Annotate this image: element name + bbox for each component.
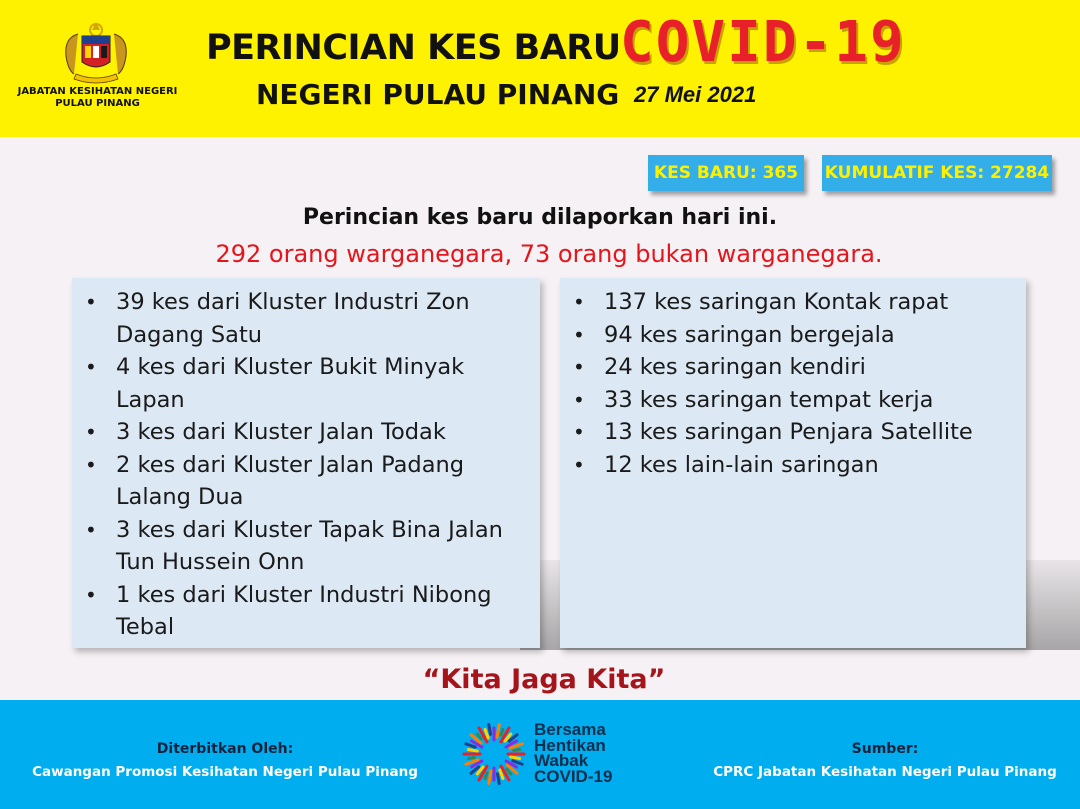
wheel-ray	[468, 749, 477, 751]
list-item-text: 137 kes saringan Kontak rapat	[604, 289, 949, 315]
wheel-ray	[477, 734, 481, 739]
citizenship-summary: 292 orang warganegara, 73 orang bukan warganegara.	[215, 240, 883, 268]
wheel-ray	[497, 724, 499, 737]
wheel-ray	[489, 771, 491, 784]
state-title: NEGERI PULAU PINANG	[256, 78, 620, 111]
department-name: JABATAN KESIHATAN NEGERI PULAU PINANG	[17, 86, 178, 109]
list-item-text: 12 kes lain-lain saringan	[604, 451, 879, 478]
bullet: •	[573, 387, 585, 412]
list-item-text: 3 kes dari Kluster Tapak Bina Jalan Tun Hussein Onn	[116, 516, 503, 575]
bullet: •	[85, 452, 97, 477]
list-item	[85, 449, 530, 514]
wheel-ray	[466, 744, 475, 747]
list-item	[85, 351, 530, 416]
list-item	[85, 416, 530, 449]
list-item	[85, 514, 530, 579]
bullet: •	[85, 582, 97, 607]
campaign-logo-line: COVID-19	[534, 766, 613, 786]
wheel-ray	[513, 761, 522, 764]
publisher-name: Cawangan Promosi Kesihatan Negeri Pulau Pinang	[32, 764, 418, 780]
section-subtitle: Perincian kes baru dilaporkan hari ini.	[302, 205, 778, 230]
list-item-text: 39 kes dari Kluster Industri Zon Dagang Satu	[116, 289, 470, 348]
new-cases-badge: KES BARU: 365	[648, 155, 804, 191]
bullet: •	[85, 420, 97, 444]
covid-title: COVID-19	[620, 10, 906, 75]
list-item	[573, 416, 1016, 449]
source-name: CPRC Jabatan Kesihatan Negeri Pulau Pinang	[713, 764, 1057, 780]
campaign-logo-line: Bersama	[534, 720, 606, 739]
list-item	[85, 579, 530, 644]
malaysia-coat-of-arms-icon	[52, 20, 140, 84]
list-item-text: 2 kes dari Kluster Jalan Padang Lalang Dua	[116, 451, 465, 510]
list-item	[573, 351, 1016, 384]
report-date: 27 Mei 2021	[634, 82, 757, 107]
bullet: •	[573, 322, 585, 347]
bullet: •	[85, 290, 97, 314]
wheel-ray	[507, 769, 511, 774]
source-label: Sumber:	[851, 741, 919, 757]
wheel-ray	[511, 757, 520, 759]
bullet: •	[573, 290, 585, 314]
cluster-cases-panel	[72, 278, 540, 648]
bullet: •	[85, 355, 97, 379]
campaign-logo-line: Wabak	[534, 751, 589, 770]
screening-cases-panel	[560, 278, 1026, 648]
wheel-ray	[489, 724, 491, 734]
screening-cases-list	[560, 278, 1026, 481]
list-item-text: 24 kes saringan kendiri	[604, 354, 866, 380]
bullet: •	[573, 420, 585, 444]
publisher-label: Diterbitkan Oleh:	[156, 741, 294, 757]
wheel-ray	[514, 749, 520, 750]
header-banner	[0, 0, 1080, 137]
list-item-text: 33 kes saringan tempat kerja	[604, 386, 934, 413]
campaign-logo-line: Hentikan	[534, 735, 606, 755]
list-item	[573, 319, 1016, 352]
wheel-ray	[468, 757, 474, 758]
list-item-text: 1 kes dari Kluster Industri Nibong Tebal	[116, 581, 492, 640]
list-item	[85, 286, 530, 351]
cumulative-cases-badge: KUMULATIF KES: 27284	[822, 155, 1052, 191]
campaign-wheel-icon	[458, 718, 530, 790]
bullet: •	[573, 452, 585, 477]
list-item-text: 3 kes dari Kluster Jalan Todak	[116, 419, 446, 445]
wheel-ray	[485, 773, 487, 779]
list-item	[573, 286, 1016, 319]
wheel-ray	[501, 730, 503, 736]
cluster-cases-list	[72, 278, 540, 644]
list-item-text: 13 kes saringan Penjara Satellite	[604, 419, 973, 445]
bullet: •	[573, 355, 585, 379]
page-title: PERINCIAN KES BARU	[206, 28, 621, 68]
bullet: •	[85, 517, 97, 542]
list-item	[573, 449, 1016, 482]
list-item	[573, 384, 1016, 417]
list-item-text: 4 kes dari Kluster Bukit Minyak Lapan	[116, 354, 465, 413]
campaign-logo-text	[534, 722, 612, 784]
tagline: “Kita Jaga Kita”	[422, 664, 666, 695]
list-item-text: 94 kes saringan bergejala	[604, 321, 895, 348]
wheel-ray	[497, 774, 499, 784]
